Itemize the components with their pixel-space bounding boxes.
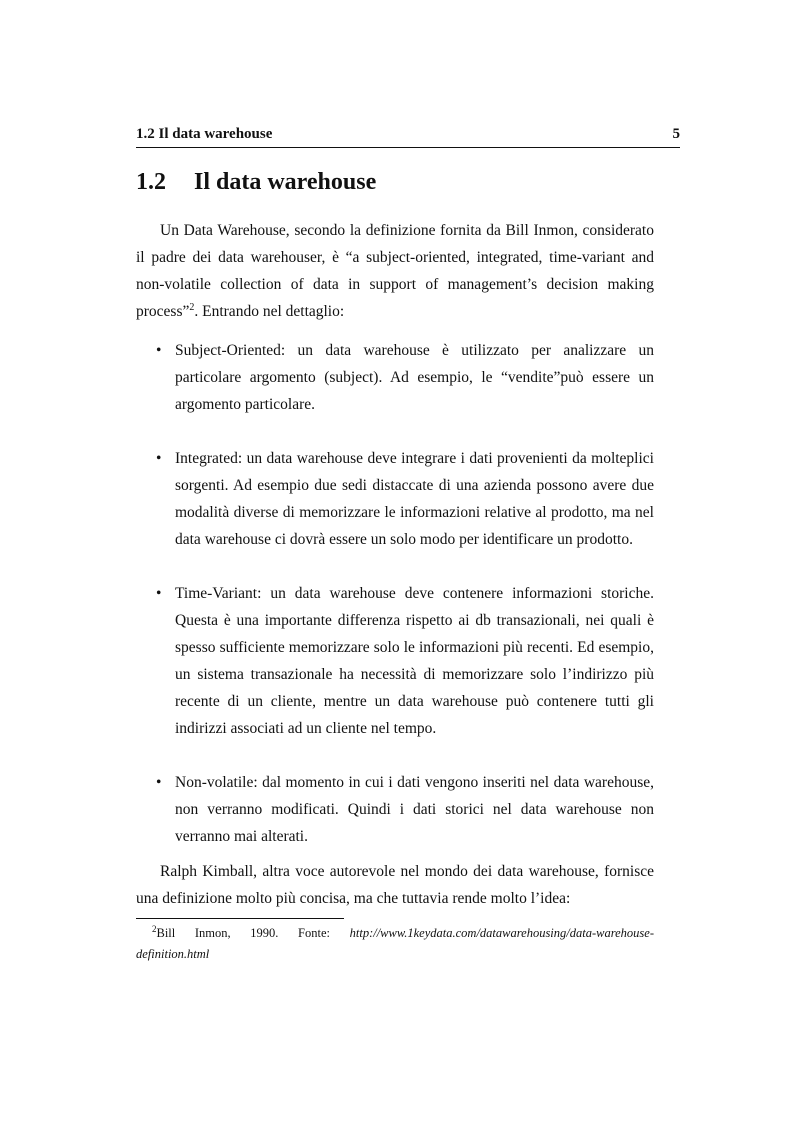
bullet-icon: •: [156, 774, 162, 791]
footnote-divider: [136, 918, 344, 919]
list-item-text: Time-Variant: un data warehouse deve contenere informazioni storiche. Questa è una importante differenza rispetto ai db transazionali, nei quali è spesso sufficiente memorizzare solo le informazioni più recenti. Ed esempio, un sistema transazionale ha necessità di memorizzare solo l’indirizzo più recente di un cliente, mentre un data warehouse può contenere tutti gli indirizzi associati ad un cliente nel tempo.: [175, 585, 654, 737]
bullet-icon: •: [156, 342, 162, 359]
list-item: [136, 769, 654, 850]
running-header: [136, 125, 680, 148]
footnote-mark: 2: [152, 923, 157, 934]
list-item-text: Non-volatile: dal momento in cui i dati vengono inseriti nel data warehouse, non verranno modificati. Quindi i dati storici nel data warehouse non verranno mai alterati.: [175, 774, 654, 845]
list-item: [136, 337, 654, 418]
page-number: 5: [672, 126, 680, 142]
list-item-text: Integrated: un data warehouse deve integrare i dati provenienti da molteplici sorgenti. Ad esempio due sedi distaccate di una azienda possono avere due modalità diverse di memorizzare le informazioni relative al prodotto, ma nel data warehouse ci dovrà essere un solo modo per identificare un prodotto.: [175, 450, 654, 548]
definition-list: [136, 337, 654, 877]
bullet-icon: •: [156, 585, 162, 602]
running-title: 1.2 Il data warehouse: [136, 126, 273, 142]
bullet-icon: •: [156, 450, 162, 467]
intro-paragraph: [136, 217, 654, 325]
footnote-text: Bill Inmon, 1990. Fonte:: [156, 926, 350, 940]
footnote: [136, 923, 654, 965]
section-title-text: Il data warehouse: [194, 169, 377, 195]
intro-tail: . Entrando nel dettaglio:: [194, 303, 345, 320]
list-item-text: Subject-Oriented: un data warehouse è utilizzato per analizzare un particolare argomento (subject). Ad esempio, le “vendite”può essere un argomento particolare.: [175, 342, 654, 413]
closing-paragraph: Ralph Kimball, altra voce autorevole nel mondo dei data warehouse, fornisce una definizione molto più concisa, ma che tuttavia rende molto l’idea:: [136, 863, 654, 907]
intro-text: Un Data Warehouse, secondo la definizione fornita da Bill Inmon, considerato il padre dei data warehouser, è “a subject-oriented, integrated, time-variant and non-volatile collection of data in support of management’s decision making process”: [136, 222, 654, 320]
section-number: 1.2: [136, 169, 166, 195]
footnote-url: http://www.1keydata.com/datawarehousing/data-warehouse-definition.html: [136, 926, 654, 961]
footnote-reference: 2: [189, 301, 195, 313]
list-item: [136, 445, 654, 553]
section-heading: [136, 166, 680, 198]
list-item: [136, 580, 654, 742]
